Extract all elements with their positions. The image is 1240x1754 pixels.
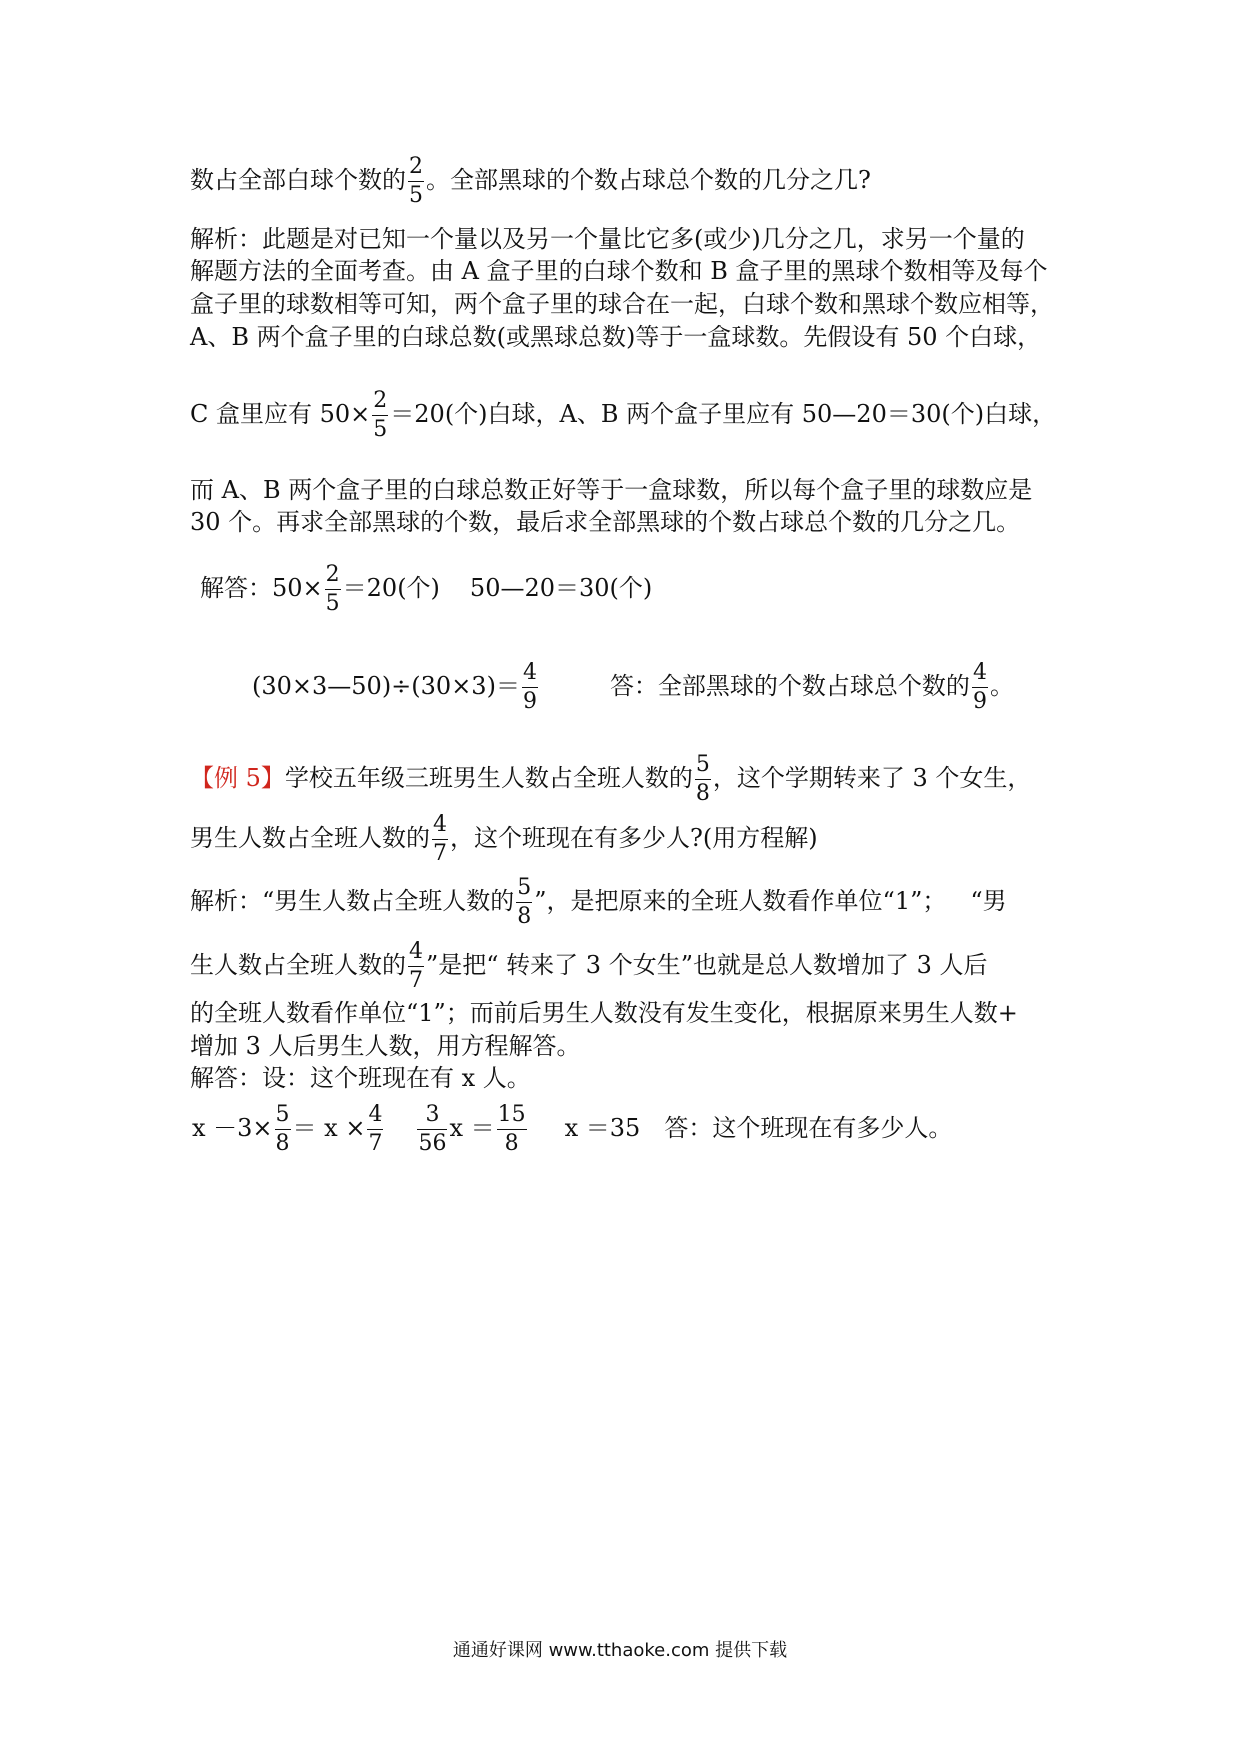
- analysis-line: 的全班人数看作单位“1”；而前后男生人数没有发生变化，根据原来男生人数+: [190, 999, 1018, 1027]
- analysis-line: C 盒里应有 50× $\frac{2}{5}$ ＝20(个)白球，A、B 两个盒子里应有 50—20＝30(个)白球，: [190, 388, 1057, 442]
- analysis-line: 而 A、B 两个盒子里的白球总数正好等于一盒球数，所以每个盒子里的球数应是: [190, 476, 1033, 504]
- question-continuation: 数占全部白球个数的 $\frac{2}{5}$ 。全部黑球的个数占球总个数的几分之几?: [190, 154, 871, 208]
- analysis-line: A、B 两个盒子里的白球总数(或黑球总数)等于一盒球数。先假设有 50 个白球，: [190, 323, 1042, 351]
- page-footer: 通通好课网 www.tthaoke.com 提供下载: [452, 1640, 788, 1661]
- fraction: $\frac{4}{7}$: [433, 812, 447, 866]
- fraction: $\frac{4}{7}$: [368, 1102, 383, 1156]
- fraction: $\frac{4}{9}$: [522, 660, 537, 714]
- fraction: $\frac{2}{5}$: [409, 154, 423, 208]
- answer-line: 解答：50× $\frac{2}{5}$ ＝20(个) 50—20＝30(个): [200, 562, 653, 616]
- fraction: $\frac{4}{7}$: [409, 939, 423, 993]
- equation-line: x －3× $\frac{5}{8}$ ＝ x × $\frac{4}{7}$ $\frac{3}{56}$ x ＝ $\frac{15}{8}$ x ＝35 答：这个班现在有多少人。: [192, 1102, 953, 1156]
- analysis-line: 增加 3 人后男生人数，用方程解答。: [190, 1032, 581, 1060]
- fraction: $\frac{5}{8}$: [695, 752, 710, 806]
- example-tag: 【例 5】: [190, 764, 285, 792]
- analysis-line: 解析：此题是对已知一个量以及另一个量比它多(或少)几分之几，求另一个量的: [190, 225, 1025, 253]
- analysis-line: 30 个。再求全部黑球的个数，最后求全部黑球的个数占球总个数的几分之几。: [190, 508, 1021, 536]
- fraction: $\frac{2}{5}$: [325, 562, 340, 616]
- fraction: $\frac{3}{56}$: [418, 1102, 447, 1156]
- analysis-line: 盒子里的球数相等可知，两个盒子里的球合在一起，白球个数和黑球个数应相等，: [190, 290, 1054, 318]
- fraction: $\frac{5}{8}$: [275, 1102, 290, 1156]
- analysis-line: 解析：“男生人数占全班人数的 $\frac{5}{8}$ ”，是把原来的全班人数看作单位“1”； “男: [190, 875, 1007, 929]
- example-heading: 【例 5】学校五年级三班男生人数占全班人数的 $\frac{5}{8}$ ，这个学期转来了 3 个女生，: [190, 752, 1032, 806]
- fraction: $\frac{2}{5}$: [373, 388, 388, 442]
- analysis-line: 解答：设：这个班现在有 x 人。: [190, 1064, 531, 1092]
- fraction: $\frac{5}{8}$: [517, 875, 532, 929]
- analysis-line: 生人数占全班人数的 $\frac{4}{7}$ ”是把“ 转来了 3 个女生”也就是总人数增加了 3 人后: [190, 939, 988, 993]
- analysis-line: 解题方法的全面考查。由 A 盒子里的白球个数和 B 盒子里的黑球个数相等及每个: [190, 257, 1048, 285]
- fraction: $\frac{15}{8}$: [497, 1102, 526, 1156]
- fraction: $\frac{4}{9}$: [972, 660, 987, 714]
- answer-line: (30×3—50)÷(30×3)＝ $\frac{4}{9}$ 答：全部黑球的个数占球总个数的 $\frac{4}{9}$ 。: [252, 660, 1014, 714]
- example-line: 男生人数占全班人数的 $\frac{4}{7}$ ，这个班现在有多少人?(用方程解): [190, 812, 818, 866]
